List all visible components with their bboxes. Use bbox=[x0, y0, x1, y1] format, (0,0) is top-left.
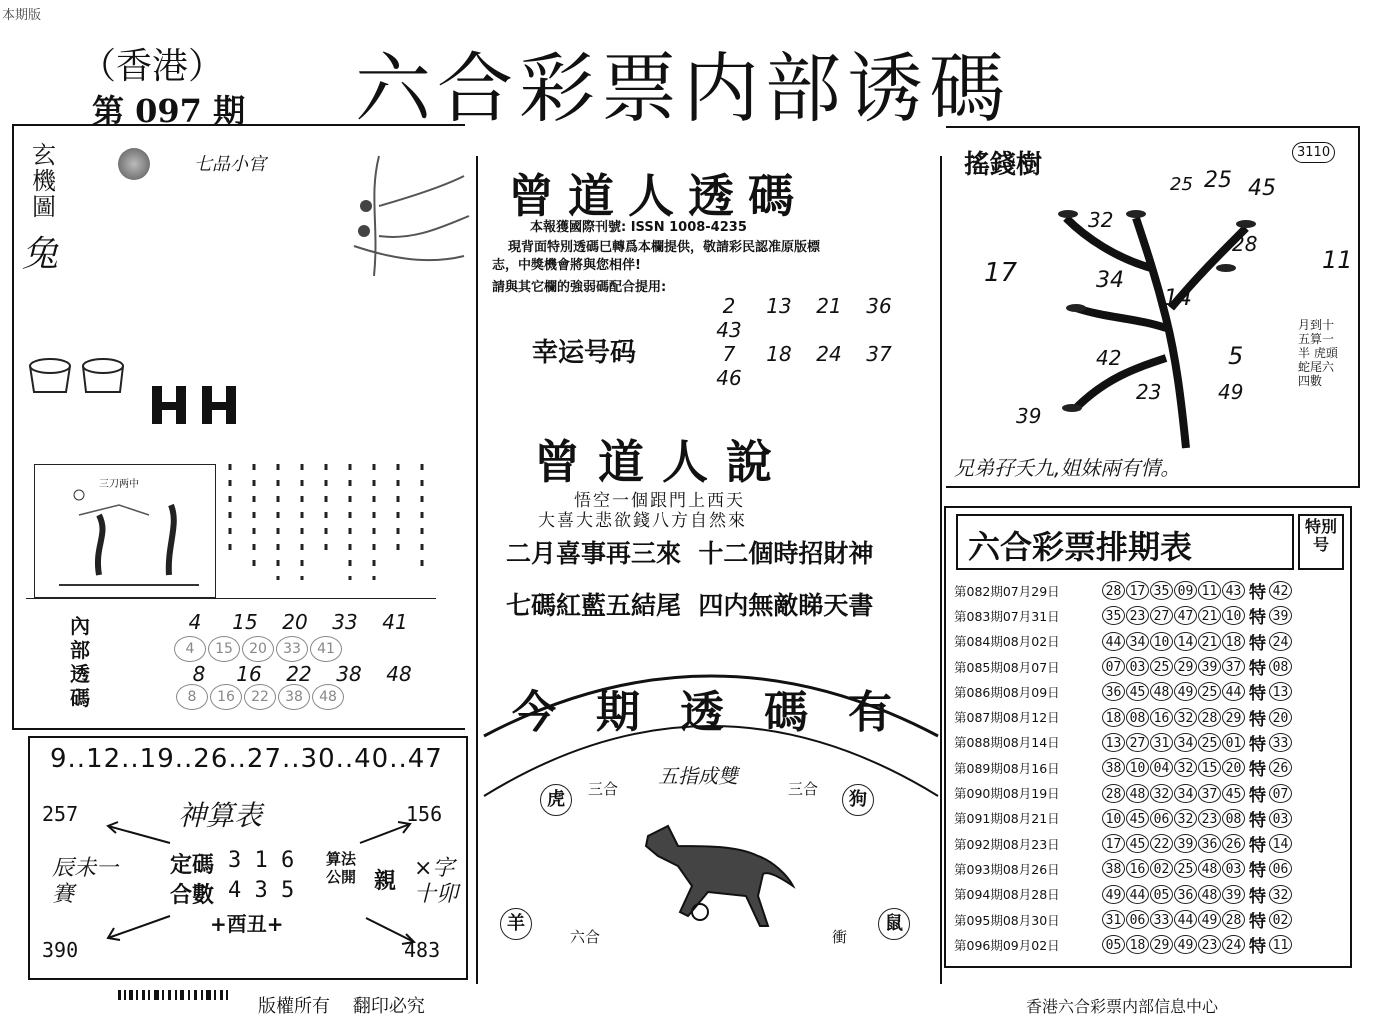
tree-num: 25 bbox=[1170, 174, 1193, 195]
ball-number: 28 bbox=[1222, 910, 1245, 929]
lucky-num: 18 bbox=[766, 342, 792, 366]
special-ball-number: 03 bbox=[1269, 809, 1292, 828]
schedule-row-label: 第086期08月09日 bbox=[954, 684, 1060, 700]
ball-number: 06 bbox=[1126, 910, 1149, 929]
shensuan-panel bbox=[28, 736, 468, 980]
ball: 8 bbox=[176, 684, 208, 710]
tree-footer: 兄弟孖夭九,姐妹兩有情。 bbox=[954, 456, 1181, 480]
ball-number: 39 bbox=[1174, 834, 1197, 853]
special-ball-number: 07 bbox=[1269, 784, 1292, 803]
num: 22 bbox=[286, 662, 312, 686]
ball-number: 06 bbox=[1150, 809, 1173, 828]
ball-number: 38 bbox=[1102, 758, 1125, 777]
schedule-row-label: 第095期08月30日 bbox=[954, 912, 1060, 928]
notice-line4: 請與其它欄的強弱碼配合提用: bbox=[492, 280, 667, 295]
corner-stamp: 本期版 bbox=[2, 8, 42, 23]
schedule-row bbox=[954, 780, 1346, 805]
tree-num: 11 bbox=[1322, 246, 1353, 274]
ball: 16 bbox=[210, 684, 242, 710]
notice-line2: 現背面特別透碼巳轉爲本欄提供，敬請彩民認准原版標 bbox=[508, 240, 821, 255]
neibu-row2-circled bbox=[176, 684, 346, 710]
ball-number: 48 bbox=[1150, 682, 1173, 701]
he-label: 合數 bbox=[170, 883, 215, 908]
ball-number: 31 bbox=[1102, 910, 1125, 929]
ding-value: 3 1 6 bbox=[228, 848, 295, 873]
schedule-row-label: 第094期08月28日 bbox=[954, 887, 1060, 903]
tree-num: 49 bbox=[1218, 380, 1244, 404]
ball-number: 38 bbox=[1102, 859, 1125, 878]
lucky-num: 46 bbox=[716, 366, 742, 390]
right-hand-note: ×字十卯 bbox=[414, 856, 459, 907]
num-top-left: 257 bbox=[42, 802, 79, 826]
lucky-num: 13 bbox=[766, 294, 792, 318]
lucky-num: 7 bbox=[722, 342, 736, 366]
ball-number: 33 bbox=[1150, 910, 1173, 929]
ball-number: 44 bbox=[1222, 682, 1245, 701]
tree-num: 25 bbox=[1204, 168, 1232, 193]
tree-num: 28 bbox=[1232, 232, 1258, 256]
xuanji-answer: 兔 bbox=[22, 234, 59, 275]
money-tree-panel bbox=[946, 126, 1360, 488]
ball: 48 bbox=[312, 684, 344, 710]
special-ball-number: 42 bbox=[1269, 581, 1292, 600]
te-label: 特 bbox=[1249, 583, 1266, 604]
schedule-rows bbox=[954, 578, 1346, 957]
sanhe-right: 三合 bbox=[788, 780, 819, 798]
neibu-row1-plain bbox=[170, 610, 420, 634]
copyright: 版權所有 翻印必究 bbox=[258, 996, 425, 1017]
ball-number: 02 bbox=[1150, 859, 1173, 878]
num-top-right: 156 bbox=[406, 802, 443, 826]
special-ball-number: 14 bbox=[1269, 834, 1292, 853]
schedule-row-label: 第085期08月07日 bbox=[954, 659, 1060, 675]
lucky-num: 21 bbox=[816, 294, 842, 318]
notice-line3: 志，中獎機會將與您相伴! bbox=[492, 258, 641, 273]
animal-dog: 狗 bbox=[842, 784, 874, 816]
ball-number: 18 bbox=[1222, 632, 1245, 651]
ball-number: 22 bbox=[1150, 834, 1173, 853]
te-label: 特 bbox=[1249, 608, 1266, 629]
ball-number: 21 bbox=[1198, 632, 1221, 651]
center-title1: 曾道人透碼 bbox=[508, 169, 808, 223]
te-label: 特 bbox=[1249, 734, 1266, 755]
schedule-row bbox=[954, 831, 1346, 856]
special-ball-number: 02 bbox=[1269, 910, 1292, 929]
left-hand-note: 辰未一賽 bbox=[52, 856, 119, 907]
scene-box bbox=[34, 464, 216, 598]
center-panel bbox=[476, 156, 942, 984]
num: 41 bbox=[382, 610, 408, 634]
num: 20 bbox=[282, 610, 308, 634]
schedule-row bbox=[954, 679, 1346, 704]
ball: 20 bbox=[242, 636, 274, 662]
suanfa-label: 算法公開 bbox=[326, 850, 357, 886]
ball-number: 28 bbox=[1198, 708, 1221, 727]
lucky-row2 bbox=[704, 342, 940, 390]
schedule-title-box bbox=[956, 514, 1294, 570]
tebie-label: 特別号 bbox=[1298, 514, 1344, 570]
ball-number: 48 bbox=[1198, 859, 1221, 878]
center-title2: 曾道人說 bbox=[534, 435, 790, 489]
vertical-verses-icon bbox=[222, 460, 454, 598]
ball-number: 49 bbox=[1174, 682, 1197, 701]
ball-number: 10 bbox=[1150, 632, 1173, 651]
liuhe-label: 六合 bbox=[570, 928, 601, 946]
special-ball-number: 24 bbox=[1269, 632, 1292, 651]
num: 8 bbox=[192, 662, 206, 686]
extra-label: +酉丑+ bbox=[210, 912, 284, 936]
ball-number: 23 bbox=[1198, 935, 1221, 954]
lucky-label: 幸运号码 bbox=[532, 338, 637, 368]
ball-number: 49 bbox=[1174, 935, 1197, 954]
schedule-row-label: 第088期08月14日 bbox=[954, 735, 1060, 751]
tree-num: 17 bbox=[984, 258, 1018, 288]
ball-number: 18 bbox=[1126, 935, 1149, 954]
ball-number: 39 bbox=[1198, 657, 1221, 676]
tree-num: 23 bbox=[1136, 380, 1162, 404]
big-line1: 二月喜事再三來 十二個時招財神 bbox=[506, 539, 874, 568]
ball-number: 35 bbox=[1102, 606, 1125, 625]
ball-number: 35 bbox=[1150, 581, 1173, 600]
special-ball-number: 08 bbox=[1269, 657, 1292, 676]
guanxi-label: 親 bbox=[374, 869, 397, 894]
schedule-row bbox=[954, 629, 1346, 654]
ball-number: 10 bbox=[1222, 606, 1245, 625]
te-label: 特 bbox=[1249, 886, 1266, 907]
ball-number: 29 bbox=[1222, 708, 1245, 727]
ball-number: 16 bbox=[1150, 708, 1173, 727]
ball-number: 29 bbox=[1174, 657, 1197, 676]
te-label: 特 bbox=[1249, 912, 1266, 932]
ball-number: 25 bbox=[1174, 859, 1197, 878]
schedule-row-label: 第084期08月02日 bbox=[954, 634, 1060, 650]
schedule-row bbox=[954, 704, 1346, 729]
arch-title: 今期透碼有 bbox=[512, 687, 932, 738]
ball-number: 05 bbox=[1102, 935, 1125, 954]
ball-number: 37 bbox=[1222, 657, 1245, 676]
neibu-label: 內部透碼 bbox=[70, 614, 90, 710]
sanhe-left: 三合 bbox=[588, 780, 619, 798]
schedule-row bbox=[954, 755, 1346, 780]
chong-label: 衝 bbox=[832, 928, 848, 946]
figures-icon bbox=[39, 485, 209, 595]
ball-number: 32 bbox=[1174, 708, 1197, 727]
poem-line1: 悟空一個跟門上西天 bbox=[574, 491, 745, 511]
schedule-row-label: 第090期08月19日 bbox=[954, 786, 1060, 802]
ball-number: 26 bbox=[1222, 834, 1245, 853]
ball-number: 13 bbox=[1102, 733, 1125, 752]
ball-number: 44 bbox=[1174, 910, 1197, 929]
schedule-panel bbox=[944, 506, 1352, 968]
moon-icon bbox=[118, 148, 150, 180]
center-name: 香港六合彩票内部信息中心 bbox=[1026, 997, 1219, 1016]
ball-number: 25 bbox=[1198, 682, 1221, 701]
ball-number: 29 bbox=[1150, 935, 1173, 954]
shensuan-title: 神算表 bbox=[178, 799, 263, 832]
money-tree-title: 搖錢樹 bbox=[964, 150, 1043, 180]
ball-number: 45 bbox=[1126, 682, 1149, 701]
ball-number: 18 bbox=[1102, 708, 1125, 727]
num: 48 bbox=[386, 662, 412, 686]
notice-line1: 本報獲國際刊號: ISSN 1008-4235 bbox=[530, 220, 747, 235]
ball-number: 03 bbox=[1222, 859, 1245, 878]
ball-number: 44 bbox=[1102, 632, 1125, 651]
animal-goat: 羊 bbox=[500, 908, 532, 940]
ball-number: 08 bbox=[1126, 708, 1149, 727]
schedule-row bbox=[954, 730, 1346, 755]
ball-number: 28 bbox=[1102, 784, 1125, 803]
xuanji-label: 玄機圖 bbox=[32, 141, 56, 221]
schedule-row-label: 第089期08月16日 bbox=[954, 760, 1060, 776]
schedule-row bbox=[954, 882, 1346, 907]
tree-num: 45 bbox=[1248, 176, 1276, 201]
ball-number: 17 bbox=[1126, 581, 1149, 600]
schedule-row bbox=[954, 806, 1346, 831]
te-label: 特 bbox=[1249, 684, 1266, 705]
te-label: 特 bbox=[1249, 861, 1266, 882]
tree-num: 34 bbox=[1096, 268, 1124, 293]
ball-number: 37 bbox=[1198, 784, 1221, 803]
te-label: 特 bbox=[1249, 937, 1266, 958]
ball-number: 24 bbox=[1222, 935, 1245, 954]
schedule-row bbox=[954, 578, 1346, 603]
special-ball-number: 20 bbox=[1269, 708, 1292, 727]
ball-number: 28 bbox=[1102, 581, 1125, 600]
ball-number: 15 bbox=[1198, 758, 1221, 777]
bowls-icon bbox=[28, 352, 128, 402]
arrows-icon bbox=[30, 738, 470, 982]
big-line2: 七碼紅藍五結尾 四内無敵睇天書 bbox=[506, 591, 874, 620]
ball-number: 39 bbox=[1222, 885, 1245, 904]
schedule-row-label: 第092期08月23日 bbox=[954, 836, 1060, 852]
ball-number: 08 bbox=[1222, 809, 1245, 828]
ball-number: 25 bbox=[1150, 657, 1173, 676]
special-ball-number: 13 bbox=[1269, 682, 1292, 701]
ball-number: 03 bbox=[1126, 657, 1149, 676]
lucky-num: 37 bbox=[866, 342, 892, 366]
schedule-row bbox=[954, 654, 1346, 679]
ball-number: 34 bbox=[1174, 784, 1197, 803]
ball-number: 10 bbox=[1102, 809, 1125, 828]
ball-number: 36 bbox=[1102, 682, 1125, 701]
schedule-row-label: 第091期08月21日 bbox=[954, 811, 1060, 827]
lucky-num: 24 bbox=[816, 342, 842, 366]
te-label: 特 bbox=[1249, 633, 1266, 654]
tree-icon bbox=[1006, 158, 1276, 458]
ball-number: 21 bbox=[1198, 606, 1221, 625]
barcode-icon bbox=[118, 990, 232, 1000]
he-value: 4 3 5 bbox=[228, 878, 295, 903]
ball-number: 27 bbox=[1150, 606, 1173, 625]
tree-num: 32 bbox=[1088, 208, 1114, 232]
left-panel bbox=[12, 124, 465, 730]
ball-number: 31 bbox=[1150, 733, 1173, 752]
ball-number: 23 bbox=[1126, 606, 1149, 625]
special-ball-number: 11 bbox=[1269, 935, 1292, 954]
special-ball-number: 33 bbox=[1269, 733, 1292, 752]
ding-label: 定碼 bbox=[170, 853, 215, 878]
issue-number: 第 097 期 bbox=[92, 92, 246, 130]
ball-number: 45 bbox=[1126, 834, 1149, 853]
ball-number: 44 bbox=[1126, 885, 1149, 904]
ball-number: 48 bbox=[1198, 885, 1221, 904]
te-label: 特 bbox=[1249, 810, 1266, 831]
schedule-row-label: 第082期07月29日 bbox=[954, 583, 1060, 599]
ball: 22 bbox=[244, 684, 276, 710]
ball-number: 32 bbox=[1174, 758, 1197, 777]
special-ball-number: 06 bbox=[1269, 859, 1292, 878]
ball-number: 05 bbox=[1150, 885, 1173, 904]
schedule-row bbox=[954, 603, 1346, 628]
stamp-badge: 3110 bbox=[1292, 142, 1335, 163]
ball-number: 01 bbox=[1222, 733, 1245, 752]
ball-number: 34 bbox=[1174, 733, 1197, 752]
ball: 4 bbox=[174, 636, 206, 662]
ball-number: 45 bbox=[1126, 809, 1149, 828]
main-title: 六合彩票内部诱碼 bbox=[355, 44, 1011, 133]
num: 15 bbox=[232, 610, 258, 634]
ball-number: 27 bbox=[1126, 733, 1149, 752]
wuzhi-label: 五指成雙 bbox=[658, 764, 738, 788]
lucky-num: 36 bbox=[866, 294, 892, 318]
lucky-row1 bbox=[704, 294, 940, 342]
num: 38 bbox=[336, 662, 362, 686]
num: 16 bbox=[236, 662, 262, 686]
schedule-row bbox=[954, 932, 1346, 957]
special-ball-number: 39 bbox=[1269, 606, 1292, 625]
ball-number: 43 bbox=[1222, 581, 1245, 600]
hh-icon bbox=[150, 382, 250, 428]
ball-number: 23 bbox=[1198, 809, 1221, 828]
sequence: 9..12..19..26..27..30..40..47 bbox=[50, 744, 443, 774]
ball: 33 bbox=[276, 636, 308, 662]
te-label: 特 bbox=[1249, 760, 1266, 781]
ball-number: 47 bbox=[1174, 606, 1197, 625]
poem-line2: 大喜大悲欲錢八方自然來 bbox=[538, 511, 747, 531]
ball-number: 10 bbox=[1126, 758, 1149, 777]
ball-number: 14 bbox=[1174, 632, 1197, 651]
ball: 41 bbox=[310, 636, 342, 662]
schedule-row-label: 第093期08月26日 bbox=[954, 861, 1060, 877]
ball-number: 49 bbox=[1198, 910, 1221, 929]
ball-number: 36 bbox=[1174, 885, 1197, 904]
te-label: 特 bbox=[1249, 709, 1266, 730]
special-ball-number: 32 bbox=[1269, 885, 1292, 904]
ball-number: 04 bbox=[1150, 758, 1173, 777]
tree-num: 39 bbox=[1016, 404, 1042, 428]
ball-number: 36 bbox=[1198, 834, 1221, 853]
num: 4 bbox=[188, 610, 202, 634]
ball: 38 bbox=[278, 684, 310, 710]
ball-number: 25 bbox=[1198, 733, 1221, 752]
te-label: 特 bbox=[1249, 785, 1266, 806]
te-label: 特 bbox=[1249, 659, 1266, 680]
ball-number: 17 bbox=[1102, 834, 1125, 853]
special-ball-number: 26 bbox=[1269, 758, 1292, 777]
ball: 15 bbox=[208, 636, 240, 662]
tree-num: 42 bbox=[1096, 346, 1122, 370]
side-note: 月到十五算一半 虎頭蛇尾六四數 bbox=[1298, 318, 1338, 388]
ball-number: 09 bbox=[1174, 581, 1197, 600]
ball-number: 20 bbox=[1222, 758, 1245, 777]
horse-icon bbox=[628, 816, 798, 936]
ball-number: 48 bbox=[1126, 784, 1149, 803]
schedule-row-label: 第087期08月12日 bbox=[954, 710, 1060, 726]
lucky-num: 2 bbox=[722, 294, 736, 318]
schedule-row bbox=[954, 856, 1346, 881]
ball-number: 32 bbox=[1150, 784, 1173, 803]
ball-number: 32 bbox=[1174, 809, 1197, 828]
num: 33 bbox=[332, 610, 358, 634]
schedule-row-label: 第096期09月02日 bbox=[954, 937, 1060, 953]
ball-number: 07 bbox=[1102, 657, 1125, 676]
ball-number: 45 bbox=[1222, 784, 1245, 803]
neibu-row1-circled bbox=[174, 636, 344, 662]
scene-caption: 三刀两中 bbox=[99, 479, 139, 490]
ball-number: 34 bbox=[1126, 632, 1149, 651]
schedule-row-label: 第083期07月31日 bbox=[954, 608, 1060, 624]
region-label: （香港） bbox=[80, 46, 225, 87]
schedule-title: 六合彩票排期表 bbox=[968, 528, 1193, 566]
lucky-num: 43 bbox=[716, 318, 742, 342]
animal-tiger: 虎 bbox=[540, 784, 572, 816]
tree-num: 14 bbox=[1164, 286, 1192, 311]
schedule-row bbox=[954, 907, 1346, 932]
top-caption: 七品小官 bbox=[194, 154, 266, 175]
neibu-row2-plain bbox=[174, 662, 424, 686]
num-bottom-right: 483 bbox=[404, 938, 441, 962]
num-bottom-left: 390 bbox=[42, 938, 79, 962]
te-label: 特 bbox=[1249, 836, 1266, 857]
ball-number: 16 bbox=[1126, 859, 1149, 878]
tree-num: 5 bbox=[1228, 342, 1244, 370]
ball-number: 11 bbox=[1198, 581, 1221, 600]
animal-rat: 鼠 bbox=[878, 908, 910, 940]
ball-number: 49 bbox=[1102, 885, 1125, 904]
tree-sketch-icon bbox=[334, 146, 474, 286]
